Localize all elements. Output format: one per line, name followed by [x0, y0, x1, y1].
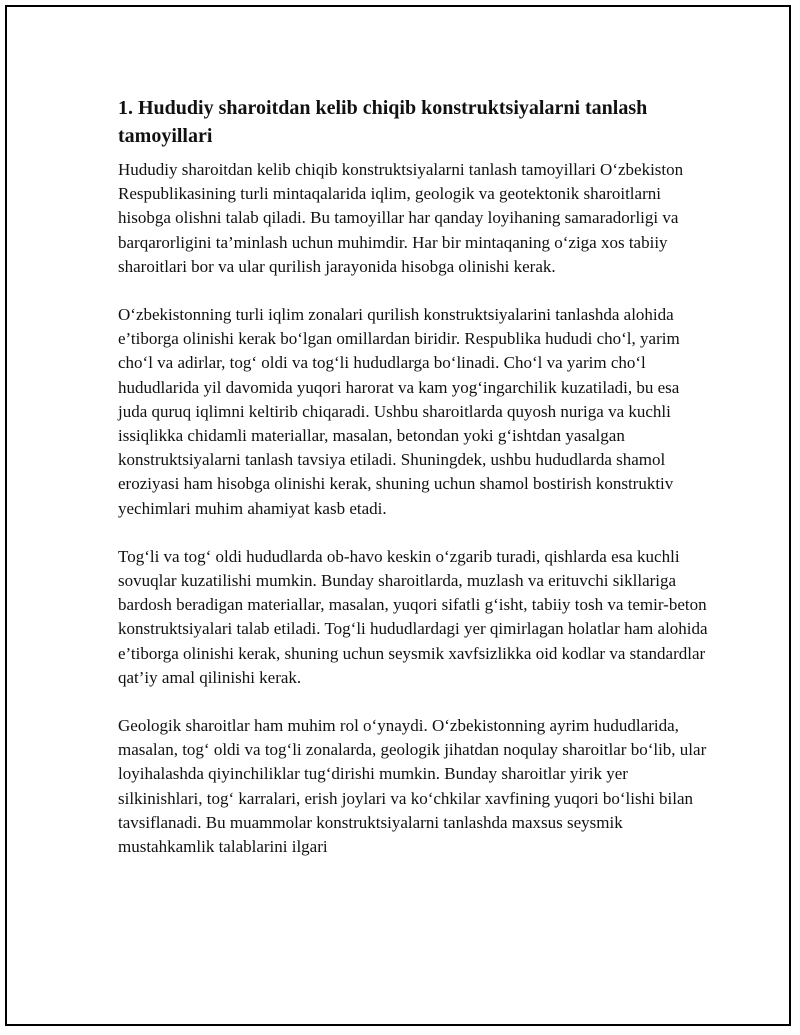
paragraph: Tog‘li va tog‘ oldi hududlarda ob-havo keskin o‘zgarib turadi, qishlarda esa kuchli sovuqlar kuzatilishi mumkin. Bunday sharoitlarda, muzlash va erituvchi sikllariga bardosh beradigan materiallar, masalan, yuqori sifatli g‘isht, tabiiy tosh va temir-beton konstruktsiyalari talab etiladi. Tog‘li hududlardagi yer qimirlagan holatlar ham alohida e’tiborga olinishi kerak, shuning uchun seysmik xavfsizlikka oid kodlar va standardlar qat’iy amal qilinishi kerak. [118, 546, 708, 687]
paragraph: Hududiy sharoitdan kelib chiqib konstruktsiyalarni tanlash tamoyillari O‘zbekiston Respublikasining turli mintaqalarida iqlim, geologik va geotektonik sharoitlarni hisobga olishni talab qiladi. Bu tamoyillar har qanday loyihaning samaradorligi va barqarorligini ta’minlash uchun muhimdir. Har bir mintaqaning o‘ziga xos tabiiy sharoitlari bor va ular qurilish jarayonida hisobga olinishi kerak. [118, 160, 684, 276]
paragraph: O‘zbekistonning turli iqlim zonalari qurilish konstruktsiyalarini tanlashda alohida e’tiborga olinishi kerak bo‘lgan omillardan biridir. Respublika hududi cho‘l, yarim cho‘l va adirlar, tog‘ oldi va tog‘li hududlarga bo‘linadi. Cho‘l va yarim cho‘l hududlarida yil davomida yuqori harorat va kam yog‘ingarchilik kuzatiladi, bu esa juda quruq iqlimni keltirib chiqaradi. Ushbu sharoitlarda quyosh nuriga va kuchli issiqlikka chidamli materiallar, masalan, betondan yoki g‘ishtdan yasalgan konstruktsiyalarni tanlash tavsiya etiladi. Shuningdek, ushbu hududlarda shamol eroziyasi ham hisobga olinishi kerak, shuning uchun shamol bostirish konstruktiv yechimlari muhim ahamiyat kasb etadi. [118, 305, 680, 518]
document-body [118, 94, 708, 883]
section-heading: 1. Hududiy sharoitdan kelib chiqib konstruktsiyalarni tanlash tamoyillari [118, 97, 648, 147]
paragraph: Geologik sharoitlar ham muhim rol o‘ynaydi. O‘zbekistonning ayrim hududlarida, masalan, tog‘ oldi va tog‘li zonalarda, geologik jihatdan noqulay sharoitlar bo‘lib, ular loyihalashda qiyinchiliklar tug‘dirishi mumkin. Bunday sharoitlar yirik yer silkinishlari, tog‘ karralari, erish joylari va ko‘chkilar xavfining yuqori bo‘lishi bilan tavsiflanadi. Bu muammolar konstruktsiyalarni tanlashda maxsus seysmik mustahkamlik talablarini ilgari [118, 716, 707, 857]
